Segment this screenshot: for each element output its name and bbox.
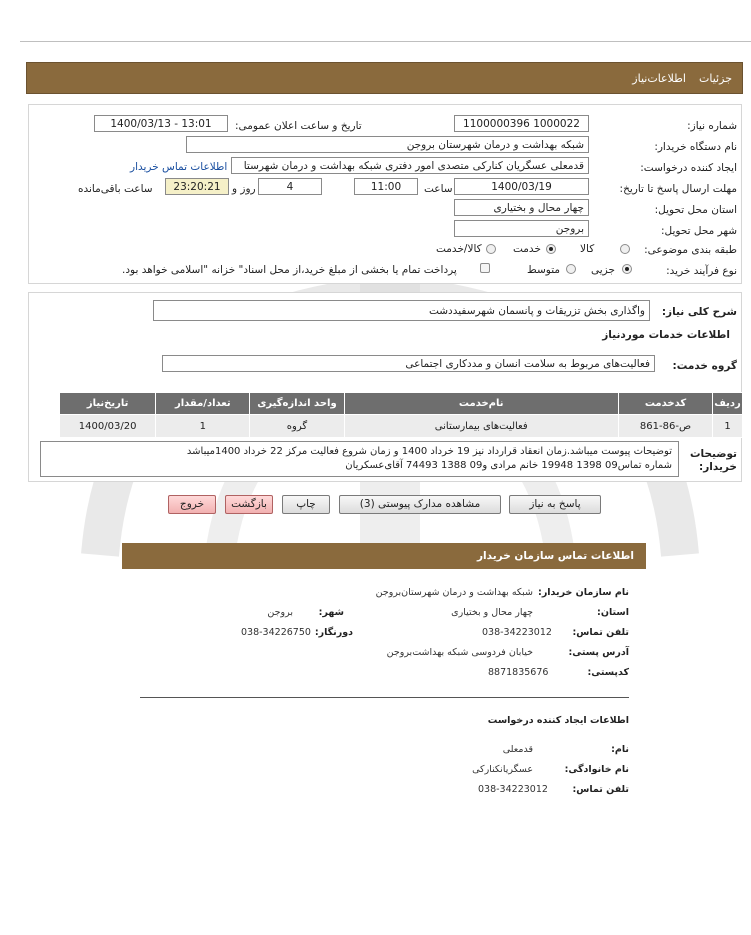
- category-radio-service[interactable]: [546, 244, 556, 254]
- buyer-field: شبکه بهداشت و درمان شهرستان بروجن: [186, 136, 589, 153]
- contact-postal-label: کدپستی:: [587, 667, 629, 678]
- payment-note-checkbox[interactable]: [480, 263, 490, 273]
- announce-field: 1400/03/13 - 13:01: [94, 115, 228, 132]
- payment-note: پرداخت تمام یا بخشی از مبلغ خرید،از محل اسناد" خزانه "اسلامی خواهد بود.: [122, 264, 457, 276]
- need-number-field: 1100000396 1000022: [454, 115, 589, 132]
- col-unit: واحد اندازه‌گیری: [250, 393, 344, 415]
- contact-org-value: شبکه بهداشت و درمان شهرستان‌بروجن: [375, 587, 533, 598]
- header-bar: [26, 62, 743, 94]
- deadline-label: مهلت ارسال پاسخ تا تاریخ:: [619, 183, 737, 195]
- top-divider: [20, 41, 751, 42]
- days-field: 4: [258, 178, 322, 195]
- tab-details[interactable]: جزئیات: [699, 72, 732, 85]
- cell-unit: گروه: [250, 415, 344, 438]
- services-heading: اطلاعات خدمات موردنیاز: [602, 329, 730, 341]
- category-radio-goods[interactable]: [620, 244, 630, 254]
- cell-quantity: 1: [156, 415, 250, 438]
- creator-family-label: نام خانوادگی:: [564, 764, 629, 775]
- process-radio-medium[interactable]: [566, 264, 576, 274]
- remaining-label: ساعت باقی‌مانده: [78, 183, 153, 195]
- process-option-medium: متوسط: [527, 264, 560, 276]
- contact-postal-value: 8871835676: [488, 667, 549, 678]
- province-label: استان محل تحویل:: [654, 204, 737, 216]
- province-field: چهار محال و بختیاری: [454, 199, 589, 216]
- category-option-service: خدمت: [513, 243, 541, 255]
- col-service-name: نام‌خدمت: [344, 393, 618, 415]
- creator-field: قدمعلی عسگریان کنارکی متصدی امور دفتری شبکه بهداشت و درمان شهرستا: [231, 157, 589, 174]
- deadline-time-label: ساعت: [424, 183, 453, 195]
- contact-divider: [140, 697, 629, 698]
- table-header-row: [60, 393, 743, 415]
- contact-address-value: خیابان فردوسی شبکه بهداشت‌بروجن: [386, 647, 533, 658]
- contact-province-label: استان:: [597, 607, 629, 618]
- contact-city-label: شهر:: [318, 607, 344, 618]
- exit-button[interactable]: خروج: [168, 495, 216, 514]
- deadline-time-field: 11:00: [354, 178, 418, 195]
- days-label: روز و: [232, 183, 256, 195]
- buyer-notes-line1: توضیحات پیوست میباشد.زمان انعقاد قرارداد نیز 19 خرداد 1400 و زمان شروع فعالیت مرکز 22 خرداد 1400میباشد: [186, 446, 672, 457]
- services-table: [59, 392, 743, 438]
- process-radio-minor[interactable]: [622, 264, 632, 274]
- cell-service-code: ص-86-861: [618, 415, 712, 438]
- contact-province-value: چهار محال و بختیاری: [451, 607, 533, 618]
- category-option-both: کالا/خدمت: [436, 243, 482, 255]
- summary-label: شرح کلی نیاز:: [661, 306, 737, 318]
- col-row: ردیف: [713, 393, 743, 415]
- deadline-date-field: 1400/03/19: [454, 178, 589, 195]
- category-option-goods: کالا: [580, 243, 595, 255]
- category-radio-both[interactable]: [486, 244, 496, 254]
- category-label: طبقه بندی موضوعی:: [644, 244, 737, 256]
- creator-label: ایجاد کننده درخواست:: [640, 162, 737, 174]
- print-button[interactable]: چاپ: [282, 495, 330, 514]
- contact-phone-value: 038-34223012: [482, 627, 552, 638]
- contact-address-label: آدرس پستی:: [568, 647, 629, 658]
- cell-service-name: فعالیت‌های بیمارستانی: [344, 415, 618, 438]
- buyer-label: نام دستگاه خریدار:: [654, 141, 737, 153]
- contact-org-label: نام سازمان خریدار:: [538, 587, 629, 598]
- contact-section-title: اطلاعات تماس سازمان خریدار: [122, 543, 646, 569]
- contact-phone-label: تلفن تماس:: [572, 627, 629, 638]
- back-button[interactable]: بازگشت: [225, 495, 273, 514]
- creator-family-value: عسگریانکنارکی: [472, 764, 533, 775]
- contact-city-value: بروجن: [267, 607, 293, 618]
- remaining-time-field: 23:20:21: [165, 178, 229, 195]
- creator-phone-value: 038-34223012: [478, 784, 548, 795]
- city-field: بروجن: [454, 220, 589, 237]
- creator-phone-label: تلفن تماس:: [572, 784, 629, 795]
- contact-fax-value: 038-34226750: [241, 627, 311, 638]
- process-option-minor: جزیی: [591, 264, 615, 276]
- cell-row: 1: [713, 415, 743, 438]
- col-need-date: تاریخ‌نیاز: [60, 393, 156, 415]
- need-number-label: شماره نیاز:: [687, 120, 737, 132]
- contact-fax-label: دورنگار:: [314, 627, 353, 638]
- buyer-notes-line2: شماره تماس09 1398 19948 خانم مرادی و09 1388 74493 آقای‌عسکریان: [345, 460, 672, 471]
- buyer-notes-box: [40, 441, 679, 477]
- creator-name-label: نام:: [611, 744, 629, 755]
- creator-info-heading: اطلاعات ایجاد کننده درخواست: [487, 715, 629, 726]
- table-row: [60, 415, 743, 438]
- view-attachments-button[interactable]: مشاهده مدارک پیوستی (3): [339, 495, 501, 514]
- process-label: نوع فرآیند خرید:: [666, 265, 737, 277]
- announce-label: تاریخ و ساعت اعلان عمومی:: [235, 120, 362, 132]
- creator-name-value: قدمعلی: [502, 744, 533, 755]
- buyer-notes-label: توضیحات خریدار:: [689, 448, 737, 473]
- group-field: فعالیت‌های مربوط به سلامت انسان و مددکاری اجتماعی: [162, 355, 655, 372]
- col-service-code: کدخدمت: [618, 393, 712, 415]
- buyer-contact-link[interactable]: اطلاعات تماس خریدار: [130, 161, 228, 173]
- tab-need-info[interactable]: اطلاعات‌نیاز: [632, 72, 686, 85]
- reply-button[interactable]: پاسخ به نیاز: [509, 495, 601, 514]
- city-label: شهر محل تحویل:: [661, 225, 737, 237]
- summary-field: واگذاری بخش تزریقات و پانسمان شهرسفیددشت: [153, 300, 650, 321]
- group-label: گروه خدمت:: [672, 360, 737, 372]
- col-quantity: تعداد/مقدار: [156, 393, 250, 415]
- cell-need-date: 1400/03/20: [60, 415, 156, 438]
